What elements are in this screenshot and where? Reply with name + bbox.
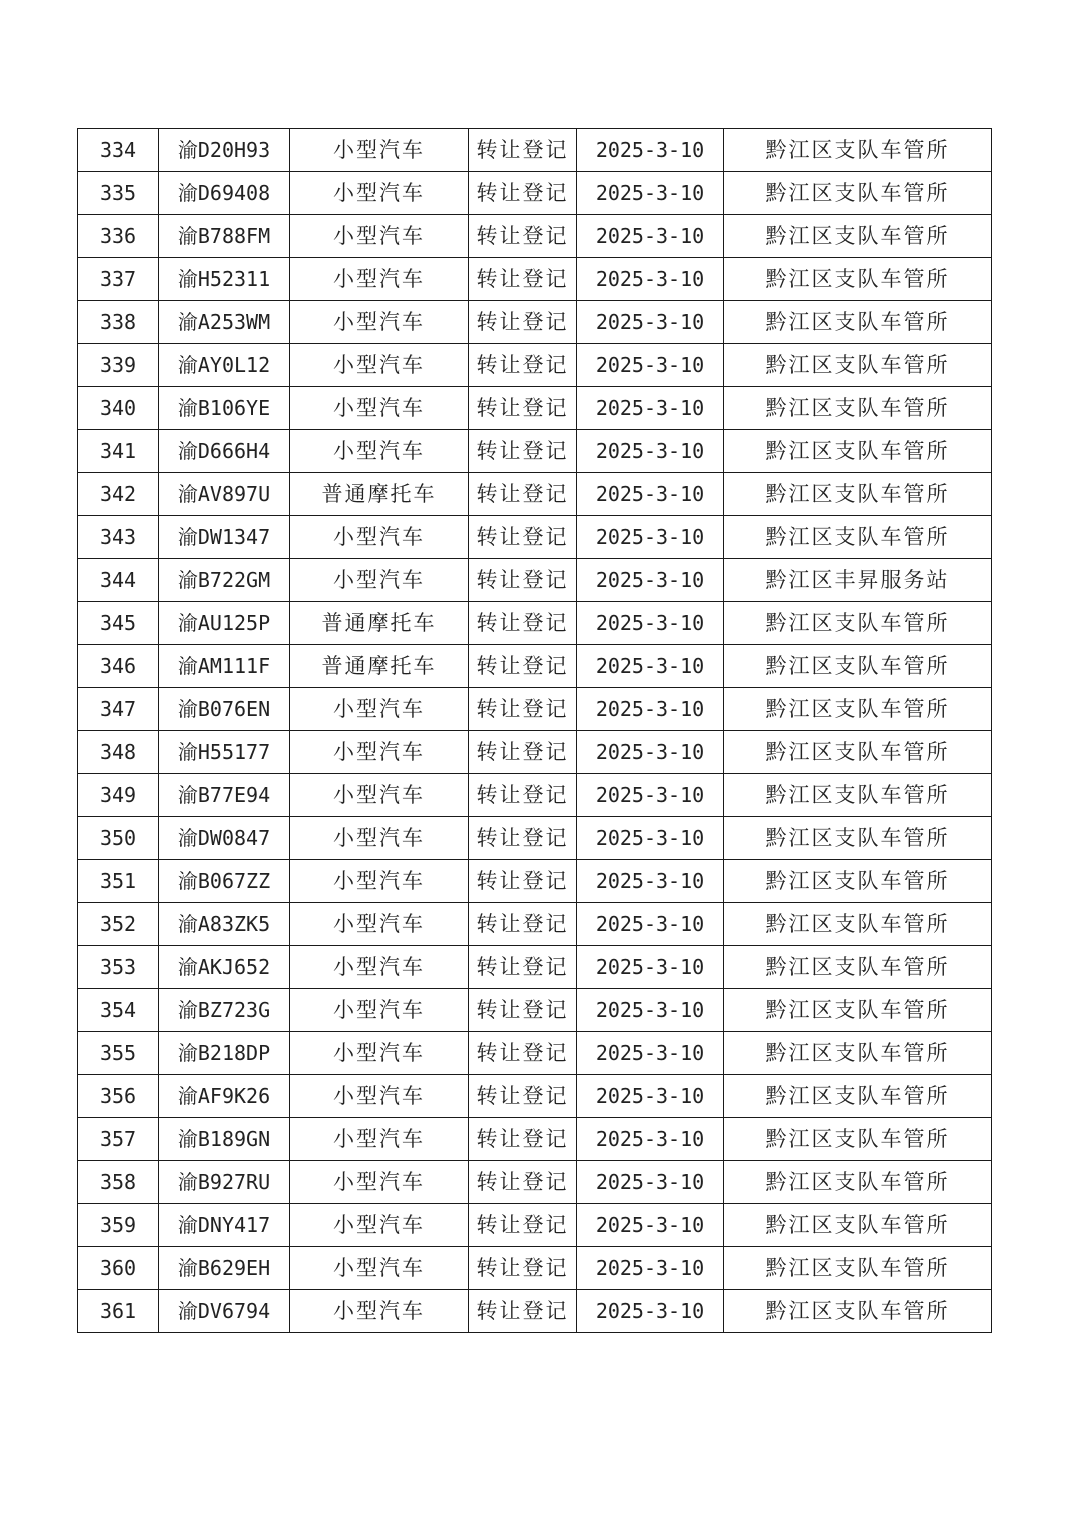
business-type-cell: 转让登记 <box>469 1032 577 1075</box>
table-row <box>78 301 992 344</box>
date-cell: 2025-3-10 <box>577 817 724 860</box>
plate-number-cell: 渝DW1347 <box>159 516 290 559</box>
date-cell: 2025-3-10 <box>577 129 724 172</box>
date-cell: 2025-3-10 <box>577 258 724 301</box>
row-number-cell: 342 <box>78 473 159 516</box>
row-number-cell: 341 <box>78 430 159 473</box>
row-number-cell: 345 <box>78 602 159 645</box>
business-type-cell: 转让登记 <box>469 1118 577 1161</box>
plate-number-cell: 渝DW0847 <box>159 817 290 860</box>
office-cell: 黔江区支队车管所 <box>724 258 992 301</box>
date-cell: 2025-3-10 <box>577 215 724 258</box>
vehicle-type-cell: 小型汽车 <box>290 344 469 387</box>
business-type-cell: 转让登记 <box>469 430 577 473</box>
date-cell: 2025-3-10 <box>577 731 724 774</box>
vehicle-type-cell: 小型汽车 <box>290 301 469 344</box>
row-number-cell: 334 <box>78 129 159 172</box>
office-cell: 黔江区支队车管所 <box>724 1204 992 1247</box>
business-type-cell: 转让登记 <box>469 516 577 559</box>
row-number-cell: 350 <box>78 817 159 860</box>
vehicle-type-cell: 小型汽车 <box>290 903 469 946</box>
table-row <box>78 1161 992 1204</box>
vehicle-type-cell: 小型汽车 <box>290 215 469 258</box>
office-cell: 黔江区支队车管所 <box>724 1075 992 1118</box>
date-cell: 2025-3-10 <box>577 1075 724 1118</box>
vehicle-type-cell: 小型汽车 <box>290 516 469 559</box>
plate-number-cell: 渝B629EH <box>159 1247 290 1290</box>
date-cell: 2025-3-10 <box>577 387 724 430</box>
plate-number-cell: 渝D20H93 <box>159 129 290 172</box>
business-type-cell: 转让登记 <box>469 774 577 817</box>
plate-number-cell: 渝AU125P <box>159 602 290 645</box>
plate-number-cell: 渝D69408 <box>159 172 290 215</box>
table-row <box>78 344 992 387</box>
vehicle-type-cell: 小型汽车 <box>290 1161 469 1204</box>
plate-number-cell: 渝D666H4 <box>159 430 290 473</box>
date-cell: 2025-3-10 <box>577 688 724 731</box>
office-cell: 黔江区支队车管所 <box>724 817 992 860</box>
table-row <box>78 215 992 258</box>
plate-number-cell: 渝B77E94 <box>159 774 290 817</box>
office-cell: 黔江区支队车管所 <box>724 774 992 817</box>
plate-number-cell: 渝B189GN <box>159 1118 290 1161</box>
vehicle-type-cell: 小型汽车 <box>290 817 469 860</box>
business-type-cell: 转让登记 <box>469 645 577 688</box>
business-type-cell: 转让登记 <box>469 602 577 645</box>
office-cell: 黔江区丰昇服务站 <box>724 559 992 602</box>
table-row <box>78 1204 992 1247</box>
date-cell: 2025-3-10 <box>577 645 724 688</box>
table-row <box>78 645 992 688</box>
vehicle-type-cell: 小型汽车 <box>290 129 469 172</box>
row-number-cell: 348 <box>78 731 159 774</box>
date-cell: 2025-3-10 <box>577 903 724 946</box>
date-cell: 2025-3-10 <box>577 1290 724 1333</box>
vehicle-type-cell: 普通摩托车 <box>290 645 469 688</box>
vehicle-type-cell: 小型汽车 <box>290 1290 469 1333</box>
business-type-cell: 转让登记 <box>469 946 577 989</box>
business-type-cell: 转让登记 <box>469 1075 577 1118</box>
table-row <box>78 602 992 645</box>
table-row <box>78 1075 992 1118</box>
row-number-cell: 355 <box>78 1032 159 1075</box>
vehicle-type-cell: 小型汽车 <box>290 774 469 817</box>
office-cell: 黔江区支队车管所 <box>724 172 992 215</box>
table-row <box>78 946 992 989</box>
table-row <box>78 1290 992 1333</box>
office-cell: 黔江区支队车管所 <box>724 903 992 946</box>
plate-number-cell: 渝B722GM <box>159 559 290 602</box>
table-row <box>78 1032 992 1075</box>
table-row <box>78 129 992 172</box>
office-cell: 黔江区支队车管所 <box>724 602 992 645</box>
office-cell: 黔江区支队车管所 <box>724 1290 992 1333</box>
table-row <box>78 559 992 602</box>
office-cell: 黔江区支队车管所 <box>724 430 992 473</box>
date-cell: 2025-3-10 <box>577 1032 724 1075</box>
row-number-cell: 356 <box>78 1075 159 1118</box>
plate-number-cell: 渝B067ZZ <box>159 860 290 903</box>
row-number-cell: 351 <box>78 860 159 903</box>
row-number-cell: 338 <box>78 301 159 344</box>
row-number-cell: 353 <box>78 946 159 989</box>
plate-number-cell: 渝DNY417 <box>159 1204 290 1247</box>
vehicle-type-cell: 小型汽车 <box>290 1118 469 1161</box>
business-type-cell: 转让登记 <box>469 559 577 602</box>
vehicle-type-cell: 小型汽车 <box>290 1204 469 1247</box>
row-number-cell: 337 <box>78 258 159 301</box>
office-cell: 黔江区支队车管所 <box>724 1118 992 1161</box>
vehicle-type-cell: 小型汽车 <box>290 559 469 602</box>
office-cell: 黔江区支队车管所 <box>724 946 992 989</box>
date-cell: 2025-3-10 <box>577 860 724 903</box>
date-cell: 2025-3-10 <box>577 1161 724 1204</box>
date-cell: 2025-3-10 <box>577 1247 724 1290</box>
office-cell: 黔江区支队车管所 <box>724 688 992 731</box>
business-type-cell: 转让登记 <box>469 473 577 516</box>
office-cell: 黔江区支队车管所 <box>724 1161 992 1204</box>
table-row <box>78 387 992 430</box>
vehicle-type-cell: 小型汽车 <box>290 731 469 774</box>
date-cell: 2025-3-10 <box>577 516 724 559</box>
date-cell: 2025-3-10 <box>577 774 724 817</box>
business-type-cell: 转让登记 <box>469 387 577 430</box>
vehicle-type-cell: 小型汽车 <box>290 946 469 989</box>
business-type-cell: 转让登记 <box>469 731 577 774</box>
vehicle-type-cell: 小型汽车 <box>290 688 469 731</box>
row-number-cell: 352 <box>78 903 159 946</box>
table-row <box>78 860 992 903</box>
vehicle-type-cell: 普通摩托车 <box>290 602 469 645</box>
office-cell: 黔江区支队车管所 <box>724 473 992 516</box>
office-cell: 黔江区支队车管所 <box>724 516 992 559</box>
table-body <box>78 129 992 1333</box>
business-type-cell: 转让登记 <box>469 989 577 1032</box>
table-row <box>78 516 992 559</box>
row-number-cell: 335 <box>78 172 159 215</box>
office-cell: 黔江区支队车管所 <box>724 344 992 387</box>
plate-number-cell: 渝AY0L12 <box>159 344 290 387</box>
office-cell: 黔江区支队车管所 <box>724 731 992 774</box>
table-row <box>78 688 992 731</box>
table-row <box>78 1247 992 1290</box>
vehicle-type-cell: 小型汽车 <box>290 430 469 473</box>
plate-number-cell: 渝AM111F <box>159 645 290 688</box>
vehicle-type-cell: 小型汽车 <box>290 258 469 301</box>
plate-number-cell: 渝BZ723G <box>159 989 290 1032</box>
vehicle-type-cell: 小型汽车 <box>290 1032 469 1075</box>
table-row <box>78 774 992 817</box>
vehicle-type-cell: 小型汽车 <box>290 1075 469 1118</box>
date-cell: 2025-3-10 <box>577 1118 724 1161</box>
vehicle-registration-table <box>77 128 992 1333</box>
plate-number-cell: 渝B927RU <box>159 1161 290 1204</box>
table-row <box>78 817 992 860</box>
plate-number-cell: 渝AKJ652 <box>159 946 290 989</box>
vehicle-type-cell: 小型汽车 <box>290 860 469 903</box>
plate-number-cell: 渝B106YE <box>159 387 290 430</box>
plate-number-cell: 渝DV6794 <box>159 1290 290 1333</box>
office-cell: 黔江区支队车管所 <box>724 989 992 1032</box>
date-cell: 2025-3-10 <box>577 559 724 602</box>
table-row <box>78 172 992 215</box>
plate-number-cell: 渝A83ZK5 <box>159 903 290 946</box>
office-cell: 黔江区支队车管所 <box>724 215 992 258</box>
plate-number-cell: 渝H55177 <box>159 731 290 774</box>
table-row <box>78 989 992 1032</box>
business-type-cell: 转让登记 <box>469 129 577 172</box>
office-cell: 黔江区支队车管所 <box>724 860 992 903</box>
office-cell: 黔江区支队车管所 <box>724 645 992 688</box>
office-cell: 黔江区支队车管所 <box>724 1032 992 1075</box>
row-number-cell: 347 <box>78 688 159 731</box>
date-cell: 2025-3-10 <box>577 602 724 645</box>
business-type-cell: 转让登记 <box>469 817 577 860</box>
date-cell: 2025-3-10 <box>577 344 724 387</box>
row-number-cell: 354 <box>78 989 159 1032</box>
table-row <box>78 258 992 301</box>
plate-number-cell: 渝AF9K26 <box>159 1075 290 1118</box>
plate-number-cell: 渝A253WM <box>159 301 290 344</box>
table-row <box>78 430 992 473</box>
business-type-cell: 转让登记 <box>469 1204 577 1247</box>
vehicle-type-cell: 普通摩托车 <box>290 473 469 516</box>
date-cell: 2025-3-10 <box>577 473 724 516</box>
row-number-cell: 344 <box>78 559 159 602</box>
row-number-cell: 336 <box>78 215 159 258</box>
business-type-cell: 转让登记 <box>469 215 577 258</box>
row-number-cell: 359 <box>78 1204 159 1247</box>
business-type-cell: 转让登记 <box>469 1247 577 1290</box>
business-type-cell: 转让登记 <box>469 688 577 731</box>
plate-number-cell: 渝AV897U <box>159 473 290 516</box>
office-cell: 黔江区支队车管所 <box>724 387 992 430</box>
row-number-cell: 343 <box>78 516 159 559</box>
row-number-cell: 340 <box>78 387 159 430</box>
business-type-cell: 转让登记 <box>469 172 577 215</box>
row-number-cell: 357 <box>78 1118 159 1161</box>
date-cell: 2025-3-10 <box>577 1204 724 1247</box>
business-type-cell: 转让登记 <box>469 1290 577 1333</box>
table-row <box>78 903 992 946</box>
row-number-cell: 360 <box>78 1247 159 1290</box>
business-type-cell: 转让登记 <box>469 903 577 946</box>
row-number-cell: 339 <box>78 344 159 387</box>
plate-number-cell: 渝H52311 <box>159 258 290 301</box>
business-type-cell: 转让登记 <box>469 258 577 301</box>
vehicle-type-cell: 小型汽车 <box>290 1247 469 1290</box>
vehicle-type-cell: 小型汽车 <box>290 989 469 1032</box>
plate-number-cell: 渝B076EN <box>159 688 290 731</box>
row-number-cell: 349 <box>78 774 159 817</box>
plate-number-cell: 渝B218DP <box>159 1032 290 1075</box>
date-cell: 2025-3-10 <box>577 989 724 1032</box>
office-cell: 黔江区支队车管所 <box>724 1247 992 1290</box>
plate-number-cell: 渝B788FM <box>159 215 290 258</box>
row-number-cell: 358 <box>78 1161 159 1204</box>
office-cell: 黔江区支队车管所 <box>724 301 992 344</box>
business-type-cell: 转让登记 <box>469 860 577 903</box>
office-cell: 黔江区支队车管所 <box>724 129 992 172</box>
table-row <box>78 731 992 774</box>
date-cell: 2025-3-10 <box>577 430 724 473</box>
date-cell: 2025-3-10 <box>577 946 724 989</box>
vehicle-type-cell: 小型汽车 <box>290 387 469 430</box>
table-row <box>78 1118 992 1161</box>
row-number-cell: 346 <box>78 645 159 688</box>
date-cell: 2025-3-10 <box>577 172 724 215</box>
table-row <box>78 473 992 516</box>
date-cell: 2025-3-10 <box>577 301 724 344</box>
business-type-cell: 转让登记 <box>469 1161 577 1204</box>
row-number-cell: 361 <box>78 1290 159 1333</box>
business-type-cell: 转让登记 <box>469 344 577 387</box>
vehicle-type-cell: 小型汽车 <box>290 172 469 215</box>
business-type-cell: 转让登记 <box>469 301 577 344</box>
